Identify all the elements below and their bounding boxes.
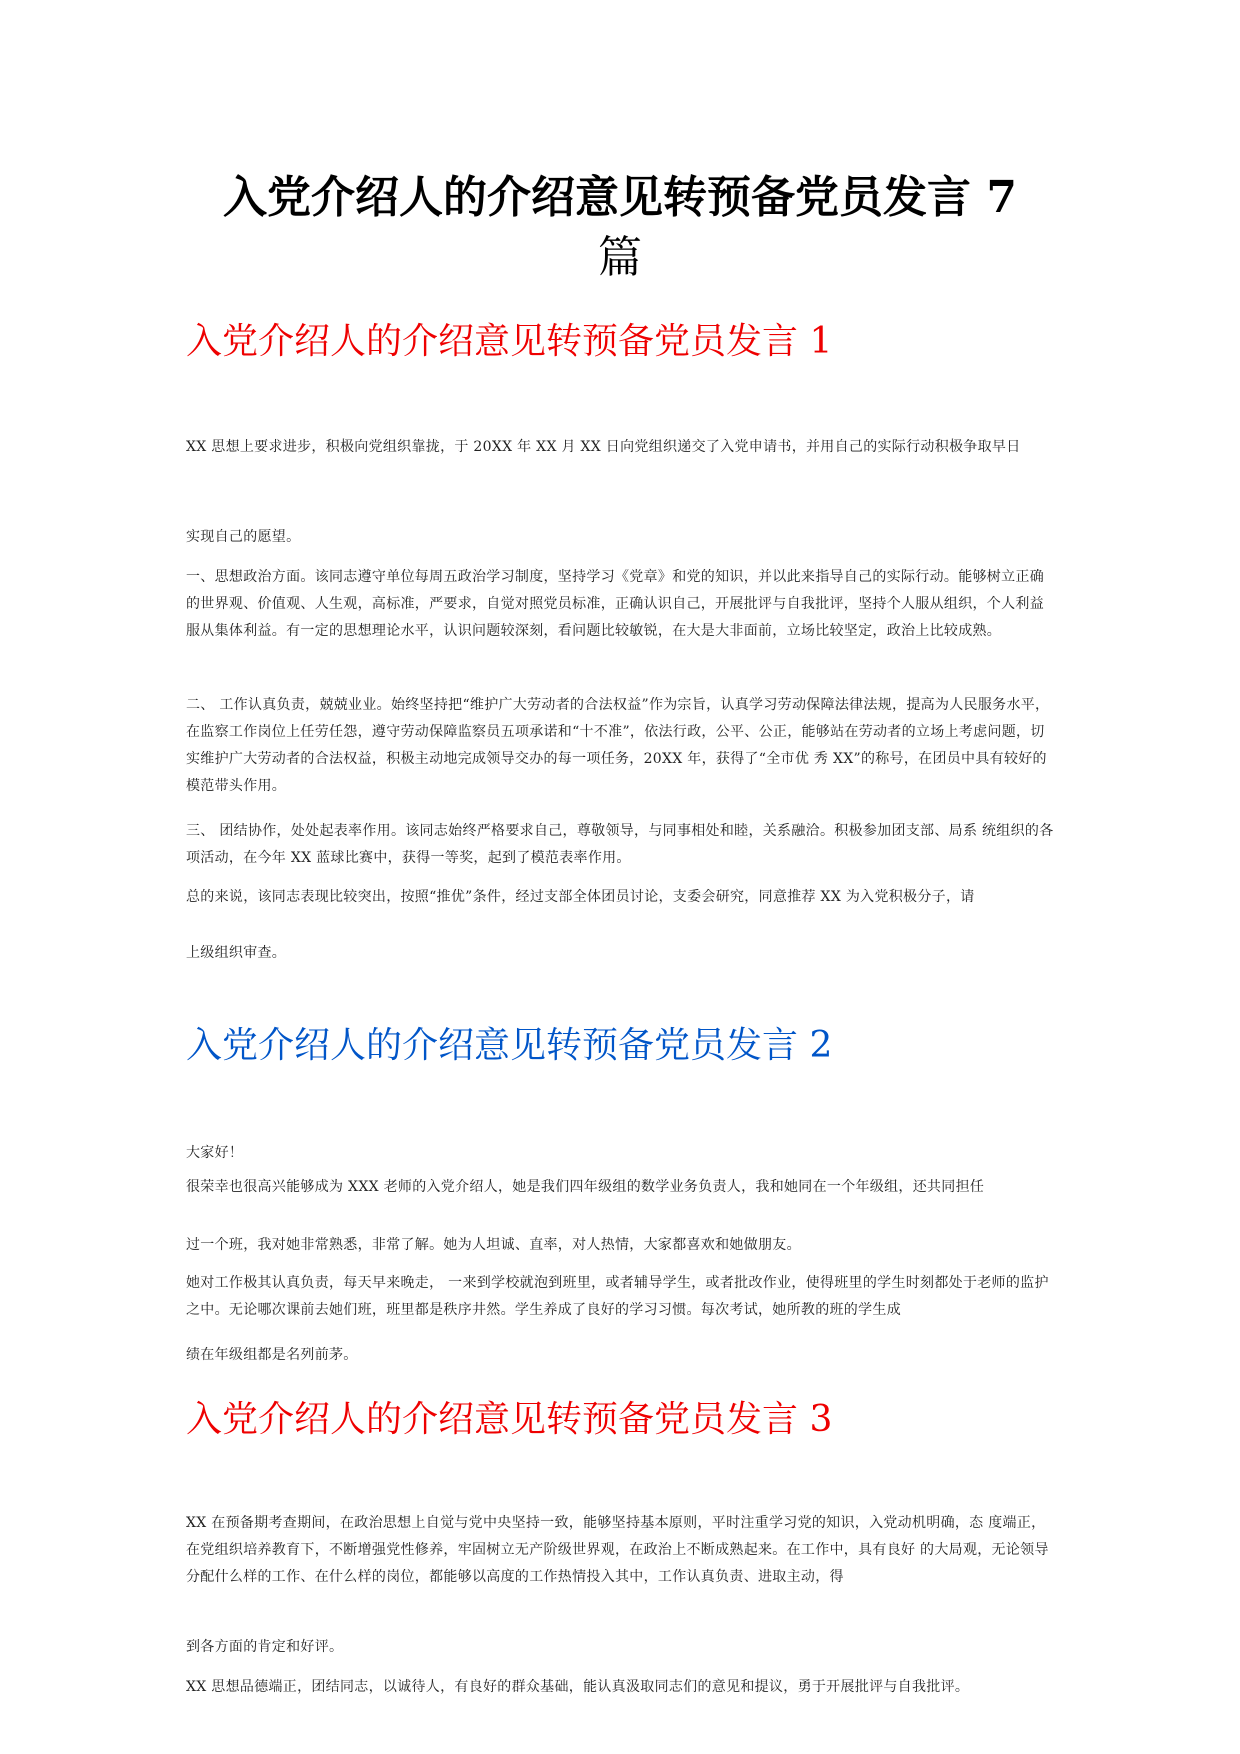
section1-paragraph-6: 总的来说，该同志表现比较突出，按照“推优”条件，经过支部全体团员讨论，支委会研究，同意推荐 XX 为入党积极分子，请 — [186, 889, 975, 905]
document-title-line1: 入党介绍人的介绍意见转预备党员发言 7 — [223, 172, 1017, 223]
section2-paragraph-2: 很荣幸也很高兴能够成为 XXX 老师的入党介绍人，她是我们四年级组的数学业务负责人，我和她同在一个年级组，还共同担任 — [186, 1179, 985, 1195]
section1-paragraph-7: 上级组织审查。 — [186, 945, 287, 961]
section-heading-2: 入党介绍人的介绍意见转预备党员发言 2 — [186, 1025, 833, 1066]
section1-paragraph-1: XX 思想上要求进步，积极向党组织靠拢，于 20XX 年 XX 月 XX 日向党组织递交了入党申请书，并用自己的实际行动积极争取早日 — [186, 439, 1021, 455]
section-heading-3: 入党介绍人的介绍意见转预备党员发言 3 — [186, 1399, 833, 1440]
section3-paragraph-1: XX 在预备期考查期间，在政治思想上自觉与党中央坚持一致，能够坚持基本原则，平时注重学习党的知识，入党动机明确，态 度端正，在党组织培养教育下，不断增强党性修养，牢固树立无产阶级世界观，在政治上不断成熟起来。在工作中，具有良好 的大局观，无论领导分配什么样的工作、在什么样的岗位，都能够以高度的工作热情投入其中，工作认真负责、进取主动，得 — [186, 1515, 1049, 1585]
section1-paragraph-4: 二、 工作认真负责，兢兢业业。始终坚持把“维护广大劳动者的合法权益”作为宗旨，认真学习劳动保障法律法规，提高为人民服务水平，在监察工作岗位上任劳任怨，遵守劳动保障监察员五项承诺和“十不准”，依法行政，公平、公正，能够站在劳动者的立场上考虑问题，切实维护广大劳动者的合法权益，积极主动地完成领导交办的每一项任务，20XX 年，获得了“全市优 秀 XX”的称号，在团员中具有较好的模范带头作用。 — [186, 697, 1050, 794]
section-heading-1: 入党介绍人的介绍意见转预备党员发言 1 — [186, 321, 833, 362]
section2-paragraph-1: 大家好！ — [186, 1145, 244, 1161]
section1-paragraph-3: 一、思想政治方面。该同志遵守单位每周五政治学习制度，坚持学习《党章》和党的知识，并以此来指导自己的实际行动。能够树立正确的世界观、价值观、人生观，高标准，严要求，自觉对照党员标准，正确认识自己，开展批评与自我批评，坚持个人服从组织，个人利益服从集体利益。有一定的思想理论水平，认识问题较深刻，看问题比较敏锐，在大是大非面前，立场比较坚定，政治上比较成熟。 — [186, 569, 1044, 639]
section2-paragraph-4: 她对工作极其认真负责，每天早来晚走， 一来到学校就泡到班里，或者辅导学生，或者批改作业，使得班里的学生时刻都处于老师的监护之中。无论哪次课前去她们班，班里都是秩序井然。学生养成了良好的学习习惯。每次考试，她所教的班的学生成 — [186, 1275, 1049, 1318]
document-title — [140, 168, 1100, 288]
section2-paragraph-3: 过一个班，我对她非常熟悉，非常了解。她为人坦诚、直率，对人热情，大家都喜欢和她做朋友。 — [186, 1237, 801, 1253]
section3-paragraph-3: XX 思想品德端正，团结同志，以诚待人，有良好的群众基础，能认真汲取同志们的意见和提议，勇于开展批评与自我批评。 — [186, 1679, 970, 1695]
section1-paragraph-5: 三、 团结协作，处处起表率作用。该同志始终严格要求自己，尊敬领导，与同事相处和睦，关系融洽。积极参加团支部、局系 统组织的各项活动，在今年 XX 蓝球比赛中，获得一等奖，起到了模范表率作用。 — [186, 823, 1054, 866]
section3-paragraph-2: 到各方面的肯定和好评。 — [186, 1639, 344, 1655]
section2-paragraph-5: 绩在年级组都是名列前茅。 — [186, 1347, 358, 1363]
section1-paragraph-2: 实现自己的愿望。 — [186, 529, 301, 545]
document-title-line2: 篇 — [598, 232, 642, 283]
